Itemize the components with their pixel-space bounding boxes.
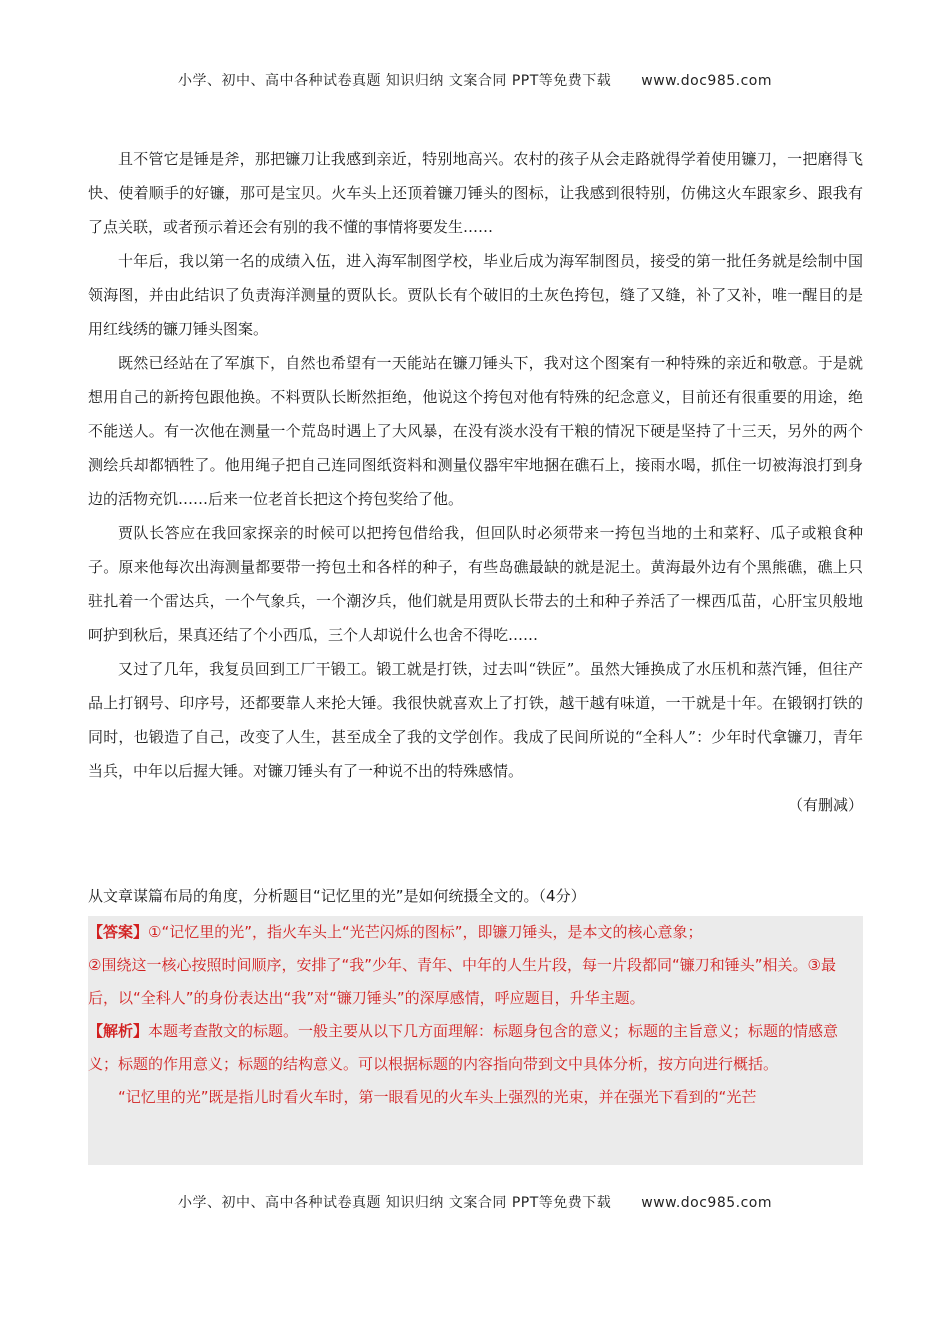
paragraph: 贾队长答应在我回家探亲的时候可以把挎包借给我，但回队时必须带来一挎包当地的土和菜籽、瓜子或粮食种子。原来他每次出海测量都要带一挎包土和各样的种子，有些岛礁最缺的就是泥土。黄海最外边有个黑熊礁，礁上只驻扎着一个雷达兵，一个气象兵，一个潮汐兵，他们就是用贾队长带去的土和种子养活了一棵西瓜苗，心肝宝贝般地呵护到秋后，果真还结了个小西瓜，三个人却说什么也舍不得吃…… [88, 524, 863, 644]
answer-tag: 【答案】 [88, 923, 149, 941]
paragraph: 又过了几年，我复员回到工厂干锻工。锻工就是打铁，过去叫“铁匠”。虽然大锤换成了水压机和蒸汽锤，但往产品上打钢号、印序号，还都要靠人来抡大锤。我很快就喜欢上了打铁，越干越有味道，一干就是十年。在锻钢打铁的同时，也锻造了自己，改变了人生，甚至成全了我的文学创作。我成了民间所说的“全科人”：少年时代拿镰刀，青年当兵，中年以后握大锤。对镰刀锤头有了一种说不出的特殊感情。 [88, 660, 863, 780]
source-note: （有删减） [787, 796, 863, 814]
answer-line-1 [88, 916, 863, 949]
paragraph: 且不管它是锤是斧，那把镰刀让我感到亲近，特别地高兴。农村的孩子从会走路就得学着使用镰刀，一把磨得飞快、使着顺手的好镰，那可是宝贝。火车头上还顶着镰刀锤头的图标，让我感到很特别，仿佛这火车跟家乡、跟我有了点关联，或者预示着还会有别的我不懂的事情将要发生…… [88, 150, 863, 236]
analysis-tag: 【解析】 [88, 1022, 149, 1040]
page-footer [0, 1192, 950, 1212]
paragraph: 十年后，我以第一名的成绩入伍，进入海军制图学校，毕业后成为海军制图员，接受的第一批任务就是绘制中国领海图，并由此结识了负责海洋测量的贾队长。贾队长有个破旧的土灰色挎包，缝了又缝，补了又补，唯一醒目的是用红线绣的镰刀锤头图案。 [88, 252, 863, 338]
header-url[interactable]: www.doc985.com [641, 73, 773, 89]
analysis-text: 本题考查散文的标题。一般主要从以下几方面理解：标题身包含的意义；标题的主旨意义；标题的情感意义；标题的作用意义；标题的结构意义。可以根据标题的内容指向带到文中具体分析，按方向进行概括。 [88, 1022, 839, 1073]
footer-text: 小学、初中、高中各种试卷真题 知识归纳 文案合同 PPT等免费下载 [177, 1195, 612, 1211]
answer-block [88, 916, 863, 1165]
question: 从文章谋篇布局的角度，分析题目“记忆里的光”是如何统摄全文的。（4分） [88, 887, 586, 905]
footer-url[interactable]: www.doc985.com [641, 1195, 773, 1211]
article-body [88, 142, 863, 822]
header-text: 小学、初中、高中各种试卷真题 知识归纳 文案合同 PPT等免费下载 [177, 73, 612, 89]
answer-text-1: ①“记忆里的光”，指火车头上“光芒闪烁的图标”，即镰刀锤头，是本文的核心意象； [148, 923, 703, 941]
analysis [88, 1015, 863, 1081]
analysis-continuation: “记忆里的光”既是指儿时看火车时，第一眼看见的火车头上强烈的光束，并在强光下看到的“光芒 [118, 1088, 757, 1106]
paragraph: 既然已经站在了军旗下，自然也希望有一天能站在镰刀锤头下，我对这个图案有一种特殊的亲近和敬意。于是就想用自己的新挎包跟他换。不料贾队长断然拒绝，他说这个挎包对他有特殊的纪念意义，目前还有很重要的用途，绝不能送人。有一次他在测量一个荒岛时遇上了大风暴，在没有淡水没有干粮的情况下硬是坚持了十三天，另外的两个测绘兵却都牺牲了。他用绳子把自己连同图纸资料和测量仪器牢牢地捆在礁石上，接雨水喝，抓住一切被海浪打到身边的活物充饥……后来一位老首长把这个挎包奖给了他。 [88, 354, 863, 508]
answer-line-2: ②围绕这一核心按照时间顺序，安排了“我”少年、青年、中年的人生片段，每一片段都同“镰刀和锤头”相关。③最后，以“全科人”的身份表达出“我”对“镰刀锤头”的深厚感情，呼应题目，升华主题。 [88, 956, 836, 1007]
page-header [0, 70, 950, 90]
